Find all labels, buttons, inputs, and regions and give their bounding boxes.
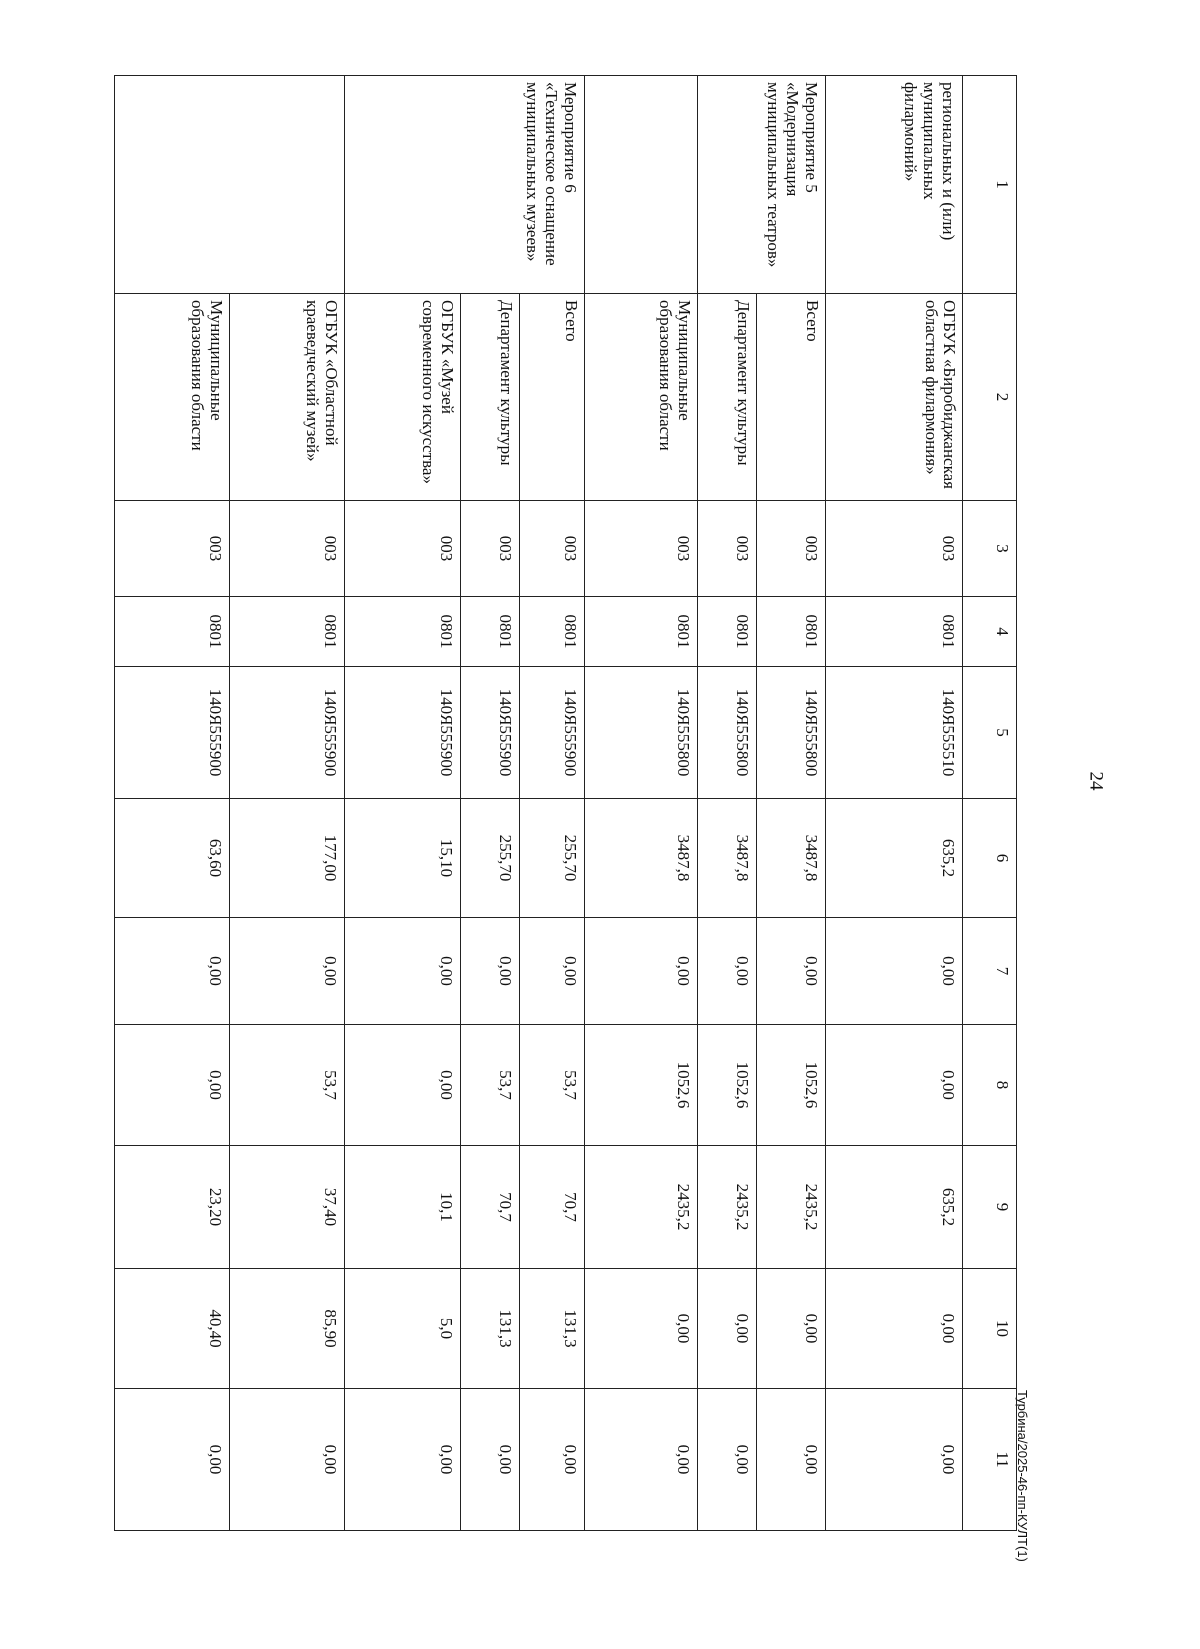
event-cell: Мероприятие 6 «Техническое оснащение муниципальных музеев» (345, 76, 585, 294)
budget-table-rotated (114, 75, 1017, 1530)
table-cell: 0801 (697, 597, 757, 667)
table-cell: 15,10 (345, 799, 461, 918)
table-row (585, 76, 697, 1531)
table-cell: 70,7 (520, 1146, 585, 1269)
table-cell: 0,00 (825, 1269, 962, 1389)
table-cell: 0,00 (520, 918, 585, 1025)
table-row (345, 76, 461, 1531)
table-cell: 003 (757, 501, 826, 597)
table-cell: 0,00 (115, 918, 230, 1025)
table-row (697, 76, 757, 1531)
table-cell: 0,00 (757, 1269, 826, 1389)
table-cell: 0801 (460, 597, 520, 667)
executor-cell: Департамент культуры (460, 294, 520, 501)
table-cell: 0801 (757, 597, 826, 667)
table-cell: 53,7 (520, 1025, 585, 1146)
table-cell: 003 (345, 501, 461, 597)
header-cell: 11 (963, 1389, 1017, 1531)
table-cell: 0801 (229, 597, 345, 667)
table-cell: 0,00 (825, 1025, 962, 1146)
table-cell: 0,00 (345, 918, 461, 1025)
table-row (757, 76, 826, 1531)
header-cell: 4 (963, 597, 1017, 667)
table-cell: 53,7 (460, 1025, 520, 1146)
table-row (115, 76, 230, 1531)
table-cell: 2435,2 (757, 1146, 826, 1269)
header-cell: 10 (963, 1269, 1017, 1389)
table-cell: 0,00 (757, 918, 826, 1025)
table-cell: 53,7 (229, 1025, 345, 1146)
table-cell: 003 (460, 501, 520, 597)
executor-cell: Всего (757, 294, 826, 501)
table-cell: 0,00 (697, 918, 757, 1025)
table-cell: 37,40 (229, 1146, 345, 1269)
table-cell: 140Я555800 (697, 667, 757, 799)
table-cell: 0,00 (825, 1389, 962, 1531)
table-cell: 003 (825, 501, 962, 597)
table-cell: 255,70 (460, 799, 520, 918)
executor-cell: ОГБУК «Областной краеведческий музей» (229, 294, 345, 501)
table-row (229, 76, 345, 1531)
table-cell: 1052,6 (697, 1025, 757, 1146)
executor-cell: ОГБУК «Музей современного искусства» (345, 294, 461, 501)
table-cell: 003 (520, 501, 585, 597)
table-cell: 0801 (520, 597, 585, 667)
event-cell-empty (585, 76, 697, 294)
event-cell: Мероприятие 5 «Модернизация муниципальных театров» (697, 76, 825, 294)
header-cell: 8 (963, 1025, 1017, 1146)
header-row (963, 76, 1017, 1531)
table-cell: 635,2 (825, 799, 962, 918)
budget-table (114, 75, 1017, 1531)
table-cell: 85,90 (229, 1269, 345, 1389)
table-cell: 40,40 (115, 1269, 230, 1389)
table-cell: 0,00 (520, 1389, 585, 1531)
table-cell: 0801 (585, 597, 697, 667)
table-cell: 140Я555900 (520, 667, 585, 799)
table-cell: 23,20 (115, 1146, 230, 1269)
table-row (520, 76, 585, 1531)
event-cell: региональных и (или) муниципальных филармоний» (825, 76, 962, 294)
table-cell: 140Я555800 (757, 667, 826, 799)
table-cell: 140Я555900 (345, 667, 461, 799)
table-cell: 0,00 (345, 1025, 461, 1146)
page-number: 24 (1085, 771, 1107, 791)
header-cell: 7 (963, 918, 1017, 1025)
header-cell: 9 (963, 1146, 1017, 1269)
table-cell: 70,7 (460, 1146, 520, 1269)
header-cell: 1 (963, 76, 1017, 294)
table-cell: 0,00 (115, 1025, 230, 1146)
table-cell: 63,60 (115, 799, 230, 918)
table-cell: 0,00 (585, 1389, 697, 1531)
table-cell: 003 (229, 501, 345, 597)
event-cell-empty (115, 76, 345, 294)
table-cell: 140Я555900 (115, 667, 230, 799)
table-cell: 140Я555800 (585, 667, 697, 799)
table-cell: 0,00 (585, 918, 697, 1025)
table-cell: 5,0 (345, 1269, 461, 1389)
executor-cell: Департамент культуры (697, 294, 757, 501)
table-cell: 140Я555900 (460, 667, 520, 799)
table-cell: 3487,8 (585, 799, 697, 918)
table-cell: 131,3 (520, 1269, 585, 1389)
table-cell: 0,00 (345, 1389, 461, 1531)
executor-cell: Муниципальные образования области (115, 294, 230, 501)
table-row (460, 76, 520, 1531)
header-cell: 2 (963, 294, 1017, 501)
header-cell: 6 (963, 799, 1017, 918)
table-cell: 0,00 (825, 918, 962, 1025)
document-footer: Турбина/2025-46-пп-КУЛТ(1) (1015, 1390, 1030, 1562)
table-cell: 003 (115, 501, 230, 597)
table-cell: 3487,8 (757, 799, 826, 918)
table-cell: 255,70 (520, 799, 585, 918)
table-cell: 635,2 (825, 1146, 962, 1269)
header-cell: 5 (963, 667, 1017, 799)
executor-cell: Муниципальные образования области (585, 294, 697, 501)
table-cell: 1052,6 (585, 1025, 697, 1146)
table-cell: 0,00 (697, 1269, 757, 1389)
table-cell: 0,00 (585, 1269, 697, 1389)
table-cell: 003 (585, 501, 697, 597)
table-cell: 0,00 (460, 918, 520, 1025)
table-cell: 140Я555510 (825, 667, 962, 799)
table-cell: 131,3 (460, 1269, 520, 1389)
table-cell: 0801 (115, 597, 230, 667)
table-cell: 0801 (345, 597, 461, 667)
table-cell: 177,00 (229, 799, 345, 918)
table-row (825, 76, 962, 1531)
table-cell: 2435,2 (585, 1146, 697, 1269)
header-cell: 3 (963, 501, 1017, 597)
executor-cell: Всего (520, 294, 585, 501)
table-cell: 0,00 (697, 1389, 757, 1531)
table-cell: 0,00 (757, 1389, 826, 1531)
table-cell: 0,00 (460, 1389, 520, 1531)
table-cell: 140Я555900 (229, 667, 345, 799)
table-cell: 1052,6 (757, 1025, 826, 1146)
table-cell: 10,1 (345, 1146, 461, 1269)
table-cell: 3487,8 (697, 799, 757, 918)
table-cell: 0,00 (115, 1389, 230, 1531)
table-cell: 0,00 (229, 1389, 345, 1531)
table-cell: 2435,2 (697, 1146, 757, 1269)
table-cell: 003 (697, 501, 757, 597)
table-cell: 0801 (825, 597, 962, 667)
table-cell: 0,00 (229, 918, 345, 1025)
executor-cell: ОГБУК «Биробиджанская областная филармония» (825, 294, 962, 501)
